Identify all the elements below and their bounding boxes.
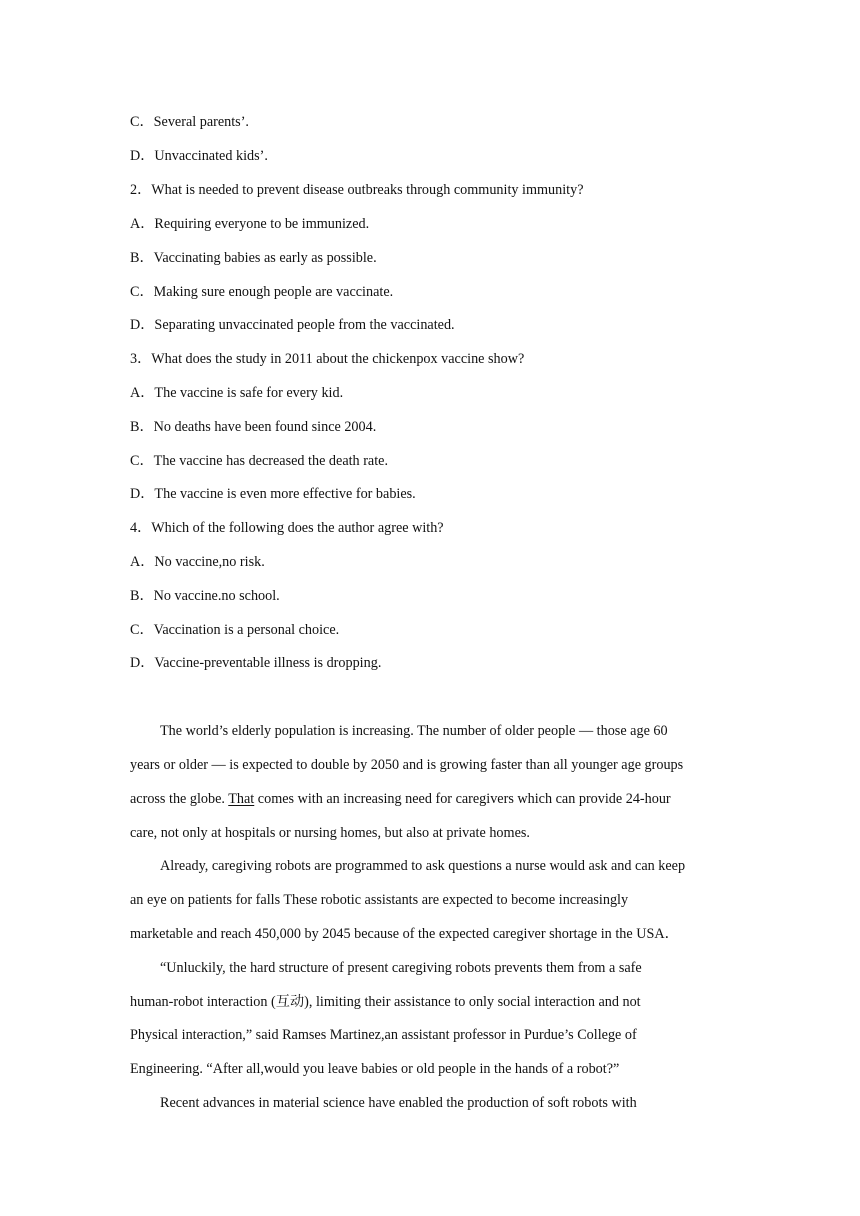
- passage-p1-line3: [130, 790, 671, 808]
- q2-option-d: D．Separating unvaccinated people from the vaccinated.: [130, 317, 455, 333]
- q1-option-d: D．Unvaccinated kids’.: [130, 148, 268, 164]
- q2-option-a: A．Requiring everyone to be immunized.: [130, 216, 370, 232]
- passage-p3-line3: Physical interaction,” said Ramses Martinez,an assistant professor in Purdue’s College of: [130, 1027, 637, 1043]
- passage-p2-line1: Already, caregiving robots are programmed to ask questions a nurse would ask and can keep: [160, 858, 686, 874]
- q4-stem: 4．Which of the following does the author agree with?: [130, 520, 444, 536]
- q4-option-b: B．No vaccine.no school.: [130, 588, 280, 604]
- q2-option-c: C．Making sure enough people are vaccinate.: [130, 284, 394, 300]
- passage-p2-line2: an eye on patients for falls These robotic assistants are expected to become increasingly: [130, 892, 629, 908]
- q2-option-b: B．Vaccinating babies as early as possible.: [130, 250, 377, 266]
- passage-p1-line2: years or older — is expected to double by 2050 and is growing faster than all younger age groups: [130, 757, 684, 773]
- q3-option-d: D．The vaccine is even more effective for babies.: [130, 486, 416, 502]
- q2-stem: 2．What is needed to prevent disease outbreaks through community immunity?: [130, 182, 584, 198]
- passage-p2-line3: marketable and reach 450,000 by 2045 because of the expected caregiver shortage in the USA．: [130, 926, 679, 942]
- passage-p1-line3-rest: comes with an increasing need for caregivers which can provide 24-hour: [254, 791, 671, 807]
- passage-p3-line2: human-robot interaction (互动), limiting their assistance to only social interaction and not: [130, 994, 641, 1010]
- q3-stem: 3．What does the study in 2011 about the chickenpox vaccine show?: [130, 351, 525, 367]
- q3-option-b: B．No deaths have been found since 2004.: [130, 419, 377, 435]
- underlined-word-that: That: [228, 791, 255, 807]
- passage-p4-line1: Recent advances in material science have enabled the production of soft robots with: [160, 1095, 637, 1111]
- passage-p1-line1: The world’s elderly population is increasing. The number of older people — those age 60: [160, 723, 668, 739]
- q4-option-c: C．Vaccination is a personal choice.: [130, 622, 340, 638]
- q1-option-c: C．Several parents’.: [130, 114, 249, 130]
- passage-p1-line3-prefix: across the globe.: [130, 791, 229, 807]
- q3-option-c: C．The vaccine has decreased the death rate.: [130, 453, 389, 469]
- q4-option-a: A．No vaccine,no risk.: [130, 554, 265, 570]
- passage-p3-line1: “Unluckily, the hard structure of present caregiving robots prevents them from a safe: [160, 960, 642, 976]
- passage-p3-line4: Engineering. “After all,would you leave babies or old people in the hands of a robot?”: [130, 1061, 620, 1077]
- q3-option-a: A．The vaccine is safe for every kid.: [130, 385, 344, 401]
- passage-p1-line4: care, not only at hospitals or nursing homes, but also at private homes.: [130, 825, 530, 841]
- q4-option-d: D．Vaccine-preventable illness is dropping.: [130, 655, 382, 671]
